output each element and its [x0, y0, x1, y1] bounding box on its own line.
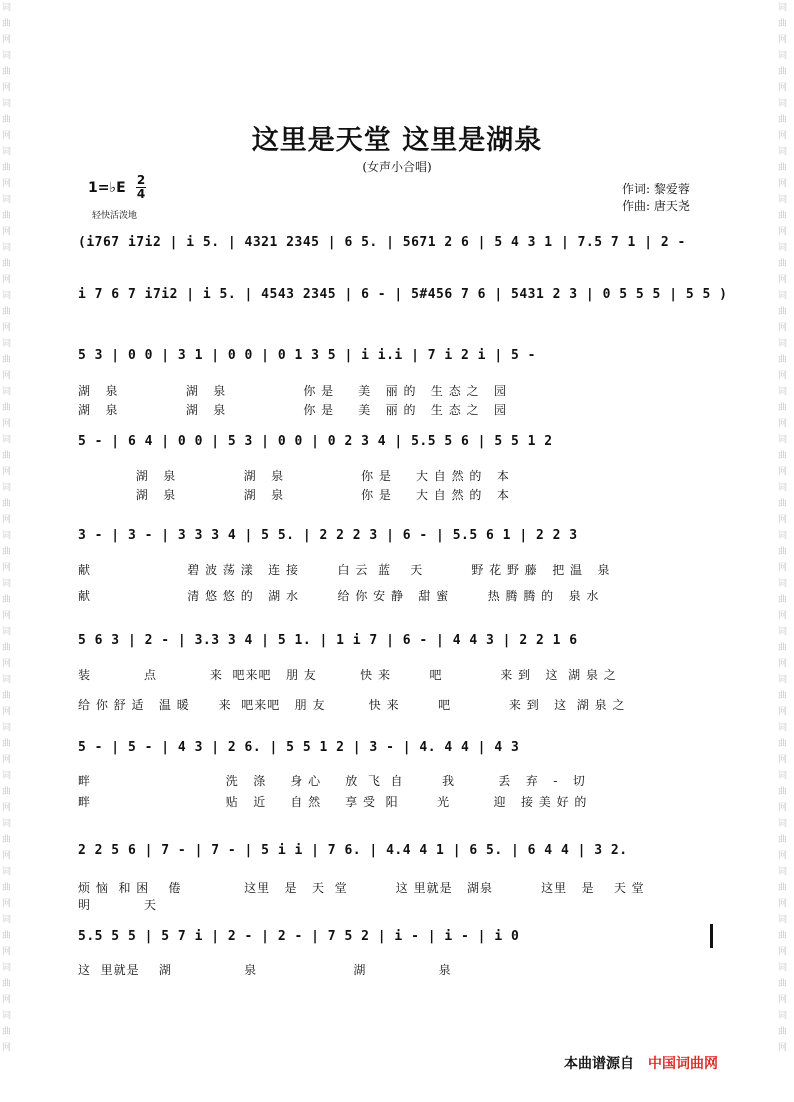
composer-credit: 作曲: 唐天尧 [622, 199, 690, 213]
staff-line [78, 929, 720, 955]
lyric-line: 湖 泉 湖 泉 你 是 美 丽 的 生 态 之 园 [78, 403, 507, 417]
notation: 3 - | 3 - | 3 3 3 4 | 5 5. | 2 2 2 3 | 6 - | 5.5 6 1 | 2 2 3 [78, 528, 578, 543]
staff-line [78, 633, 720, 659]
final-barline [710, 924, 713, 948]
source-brand-link[interactable]: 中国词曲网 [648, 1056, 718, 1072]
song-title: 这里是天堂 这里是湖泉 [251, 125, 543, 156]
staff-line [78, 287, 728, 313]
lyric-line: 明 天 [78, 898, 157, 912]
source-label: 本曲谱源自 [564, 1056, 634, 1072]
source-footer [564, 1053, 718, 1073]
notation: 5.5 5 5 | 5 7 i | 2 - | 2 - | 7 5 2 | i - | i - | i 0 [78, 929, 520, 944]
notation: (i767 i7i2 | i 5. | 4321 2345 | 6 5. | 5671 2 6 | 5 4 3 1 | 7.5 7 1 | 2 - [78, 235, 686, 250]
watermark-right: 词曲网词曲网词曲网词曲网词曲网词曲网词曲网词曲网词曲网词曲网词曲网词曲网词曲网词曲网词曲网词曲网词曲网词曲网词曲网词曲网词曲网词曲网 [778, 3, 788, 1053]
lyric-line: 烦 恼 和 困 倦 这里 是 天 堂 这 里就是 湖泉 这里 是 天 堂 [78, 881, 645, 895]
lyric-line: 这 里就是 湖 泉 湖 泉 [78, 963, 452, 977]
lyric-line: 湖 泉 湖 泉 你 是 美 丽 的 生 态 之 园 [78, 384, 507, 398]
time-signature-bottom: 4 [136, 187, 146, 201]
notation: 5 - | 6 4 | 0 0 | 5 3 | 0 0 | 0 2 3 4 | 5.5 5 6 | 5 5 1 2 [78, 434, 553, 449]
notation: 2 2 5 6 | 7 - | 7 - | 5 i i | 7 6. | 4.4 4 1 | 6 5. | 6 4 4 | 3 2. [78, 843, 628, 858]
notation: 5 3 | 0 0 | 3 1 | 0 0 | 0 1 3 5 | i i.i | 7 i 2 i | 5 - [78, 348, 536, 363]
notation: i 7 6 7 i7i2 | i 5. | 4543 2345 | 6 - | 5#456 7 6 | 5431 2 3 | 0 5 5 5 | 5 5 ) [78, 287, 728, 302]
watermark-left: 词曲网词曲网词曲网词曲网词曲网词曲网词曲网词曲网词曲网词曲网词曲网词曲网词曲网词曲网词曲网词曲网词曲网词曲网词曲网词曲网词曲网词曲网 [2, 3, 12, 1053]
staff-line [78, 740, 720, 766]
lyric-line: 献 碧 波 荡 漾 连 接 白 云 蓝 天 野 花 野 藤 把 温 泉 [78, 563, 611, 577]
staff-line [78, 528, 720, 554]
notation: 5 - | 5 - | 4 3 | 2 6. | 5 5 1 2 | 3 - | 4. 4 4 | 4 3 [78, 740, 520, 755]
key-signature: 1=♭E [88, 180, 126, 196]
tempo-marking: 轻快活泼地 [92, 211, 138, 221]
lyric-line: 畔 贴 近 自 然 享 受 阳 光 迎 接 美 好 的 [78, 795, 588, 809]
notation: 5 6 3 | 2 - | 3.3 3 4 | 5 1. | 1 i 7 | 6 - | 4 4 3 | 2 2 1 6 [78, 633, 578, 648]
staff-line [78, 348, 720, 374]
time-signature-top: 2 [136, 173, 146, 187]
lyric-line: 湖 泉 湖 泉 你 是 大 自 然 的 本 [78, 469, 510, 483]
staff-line [78, 434, 720, 460]
lyric-line: 湖 泉 湖 泉 你 是 大 自 然 的 本 [78, 488, 510, 502]
lyric-line: 畔 洗 涤 身 心 放 飞 自 我 丢 弃 - 切 [78, 774, 586, 788]
lyric-line: 装 点 来 吧来吧 朋 友 快 来 吧 来 到 这 湖 泉 之 [78, 668, 617, 682]
lyric-line: 献 清 悠 悠 的 湖 水 给 你 安 静 甜 蜜 热 腾 腾 的 泉 水 [78, 589, 600, 603]
lyricist-credit: 作词: 黎爱蓉 [622, 182, 690, 196]
time-signature [136, 174, 146, 201]
lyric-line: 给 你 舒 适 温 暖 来 吧来吧 朋 友 快 来 吧 来 到 这 湖 泉 之 [78, 698, 626, 712]
song-subtitle: (女声小合唱) [362, 160, 432, 174]
staff-line [78, 235, 720, 261]
staff-line [78, 843, 720, 869]
